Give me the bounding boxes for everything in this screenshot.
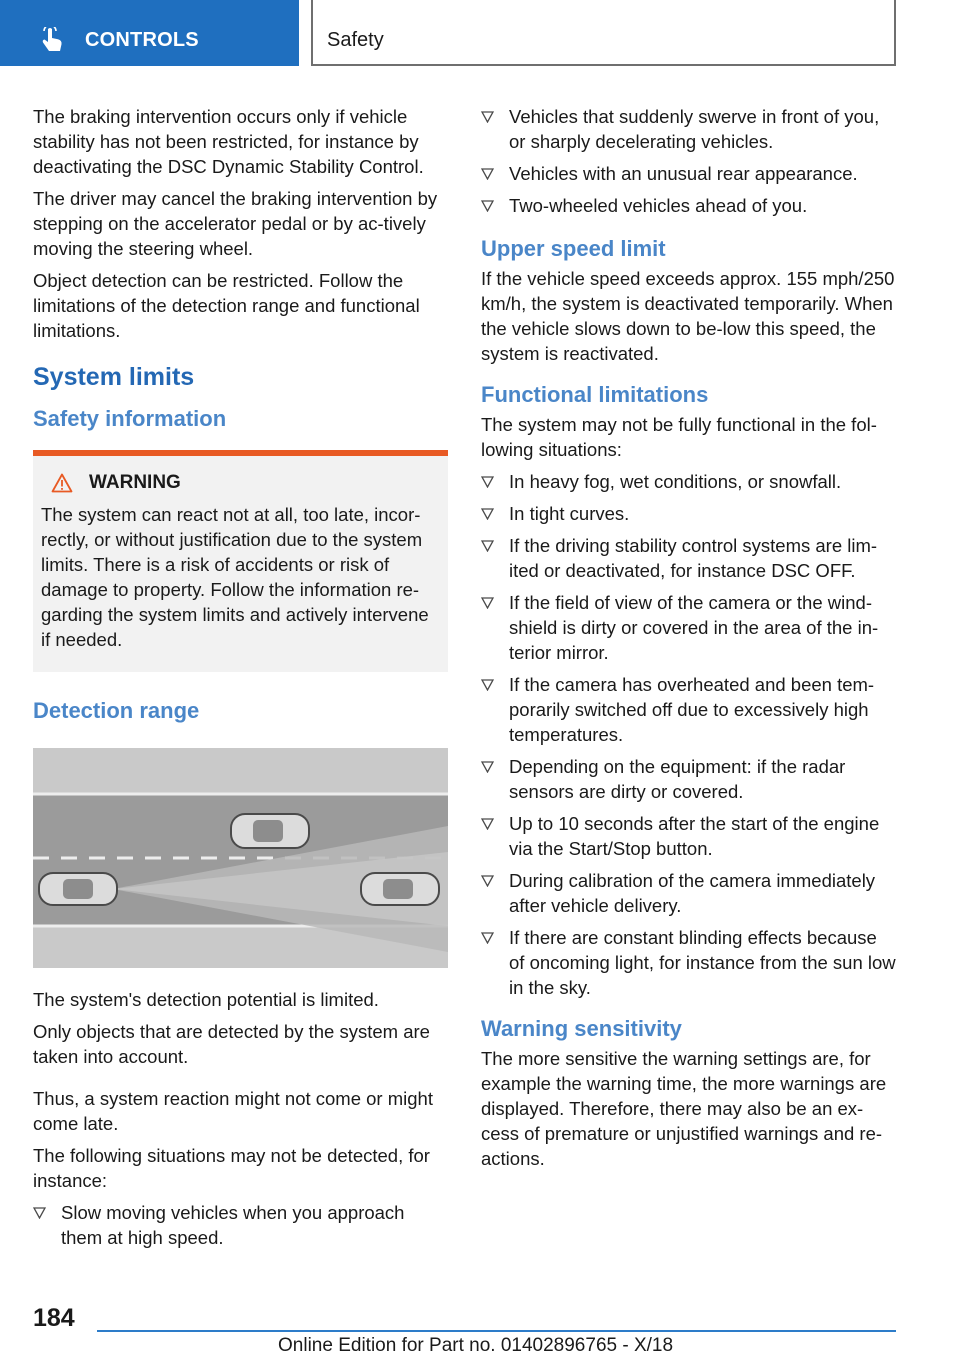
triangle-bullet-icon: [481, 761, 494, 773]
paragraph: The system's detection potential is limited.: [33, 989, 379, 1010]
list-item: During calibration of the camera immediately after vehicle delivery.: [481, 868, 897, 918]
triangle-bullet-icon: [481, 200, 494, 212]
situation-list-continued: [481, 104, 897, 218]
functional-limitations-list: [481, 469, 897, 1000]
footer-divider: [97, 1330, 896, 1332]
warning-title: WARNING: [89, 472, 181, 493]
list-item: If the camera has overheated and been tem-porarily switched off due to excessively high temperatures.: [481, 672, 897, 747]
triangle-bullet-icon: [481, 597, 494, 609]
triangle-bullet-icon: [481, 540, 494, 552]
heading-functional-limitations: Functional limitations: [481, 382, 709, 407]
heading-detection-range: Detection range: [33, 698, 200, 723]
list-item: Vehicles with an unusual rear appearance.: [481, 161, 897, 186]
right-column: [481, 104, 897, 1178]
list-item: Vehicles that suddenly swerve in front of you, or sharply decelerating vehicles.: [481, 104, 897, 154]
list-item: Up to 10 seconds after the start of the engine via the Start/Stop button.: [481, 811, 897, 861]
section-header: [311, 0, 896, 66]
paragraph: The system may not be fully functional in the fol-lowing situations:: [481, 414, 877, 460]
heading-system-limits: System limits: [33, 363, 195, 391]
warning-box: [33, 450, 448, 672]
heading-upper-speed-limit: Upper speed limit: [481, 236, 666, 261]
heading-safety-information: Safety information: [33, 406, 227, 431]
page-number: 184: [33, 1304, 75, 1332]
paragraph: If the vehicle speed exceeds approx. 155 mph/250 km/h, the system is deactivated temporarily. When the vehicle slows down to be-low this speed, the system is reactivated.: [481, 268, 895, 364]
triangle-bullet-icon: [33, 1207, 46, 1219]
paragraph: The following situations may not be detected, for instance:: [33, 1145, 430, 1191]
paragraph: The driver may cancel the braking intervention by stepping on the accelerator pedal or by ac-tively moving the steering wheel.: [33, 188, 438, 259]
list-item: If the driving stability control systems are lim-ited or deactivated, for instance DSC OFF.: [481, 533, 897, 583]
detection-range-illustration: [33, 748, 448, 968]
list-item: Depending on the equipment: if the radar sensors are dirty or covered.: [481, 754, 897, 804]
car-front-center: [231, 814, 309, 848]
triangle-bullet-icon: [481, 508, 494, 520]
list-item: Slow moving vehicles when you approach them at high speed.: [33, 1200, 448, 1250]
triangle-bullet-icon: [481, 932, 494, 944]
list-item: If there are constant blinding effects because of oncoming light, for instance from the sun low in the sky.: [481, 925, 897, 1000]
triangle-bullet-icon: [481, 111, 494, 123]
heading-warning-sensitivity: Warning sensitivity: [481, 1016, 682, 1041]
list-item: In heavy fog, wet conditions, or snowfall.: [481, 469, 897, 494]
car-front-right: [361, 873, 439, 905]
situation-list: [33, 1200, 448, 1250]
paragraph: Thus, a system reaction might not come or might come late.: [33, 1088, 433, 1134]
warning-triangle-icon: [51, 473, 73, 493]
left-column: [33, 104, 448, 1257]
paragraph: The more sensitive the warning settings are, for example the warning time, the more warnings are displayed. Therefore, there may also be an ex-cess of premature or unjustified warnings and re-actions.: [481, 1048, 887, 1169]
car-own-vehicle: [39, 873, 117, 905]
hand-pointer-icon: [40, 27, 64, 53]
paragraph: Object detection can be restricted. Follow the limitations of the detection range and functional limitations.: [33, 270, 420, 341]
triangle-bullet-icon: [481, 679, 494, 691]
list-item: In tight curves.: [481, 501, 897, 526]
triangle-bullet-icon: [481, 875, 494, 887]
section-title: Safety: [327, 29, 384, 51]
paragraph: The braking intervention occurs only if vehicle stability has not been restricted, for instance by deactivating the DSC Dynamic Stability Control.: [33, 106, 424, 177]
warning-header: [51, 472, 440, 494]
warning-text: The system can react not at all, too late, incor-rectly, or without justification due to the system limits. There is a risk of accidents or risk of damage to property. Follow the information re-garding the system limits and actively intervene if needed.: [41, 504, 429, 650]
footer-edition-text: Online Edition for Part no. 01402896765 - X/18: [278, 1335, 674, 1356]
list-item: Two-wheeled vehicles ahead of you.: [481, 193, 897, 218]
triangle-bullet-icon: [481, 168, 494, 180]
paragraph: Only objects that are detected by the system are taken into account.: [33, 1021, 430, 1067]
triangle-bullet-icon: [481, 476, 494, 488]
chapter-tab[interactable]: [0, 0, 299, 66]
triangle-bullet-icon: [481, 818, 494, 830]
list-item: If the field of view of the camera or the wind-shield is dirty or covered in the area of the in-terior mirror.: [481, 590, 897, 665]
chapter-tab-label: CONTROLS: [85, 29, 199, 51]
